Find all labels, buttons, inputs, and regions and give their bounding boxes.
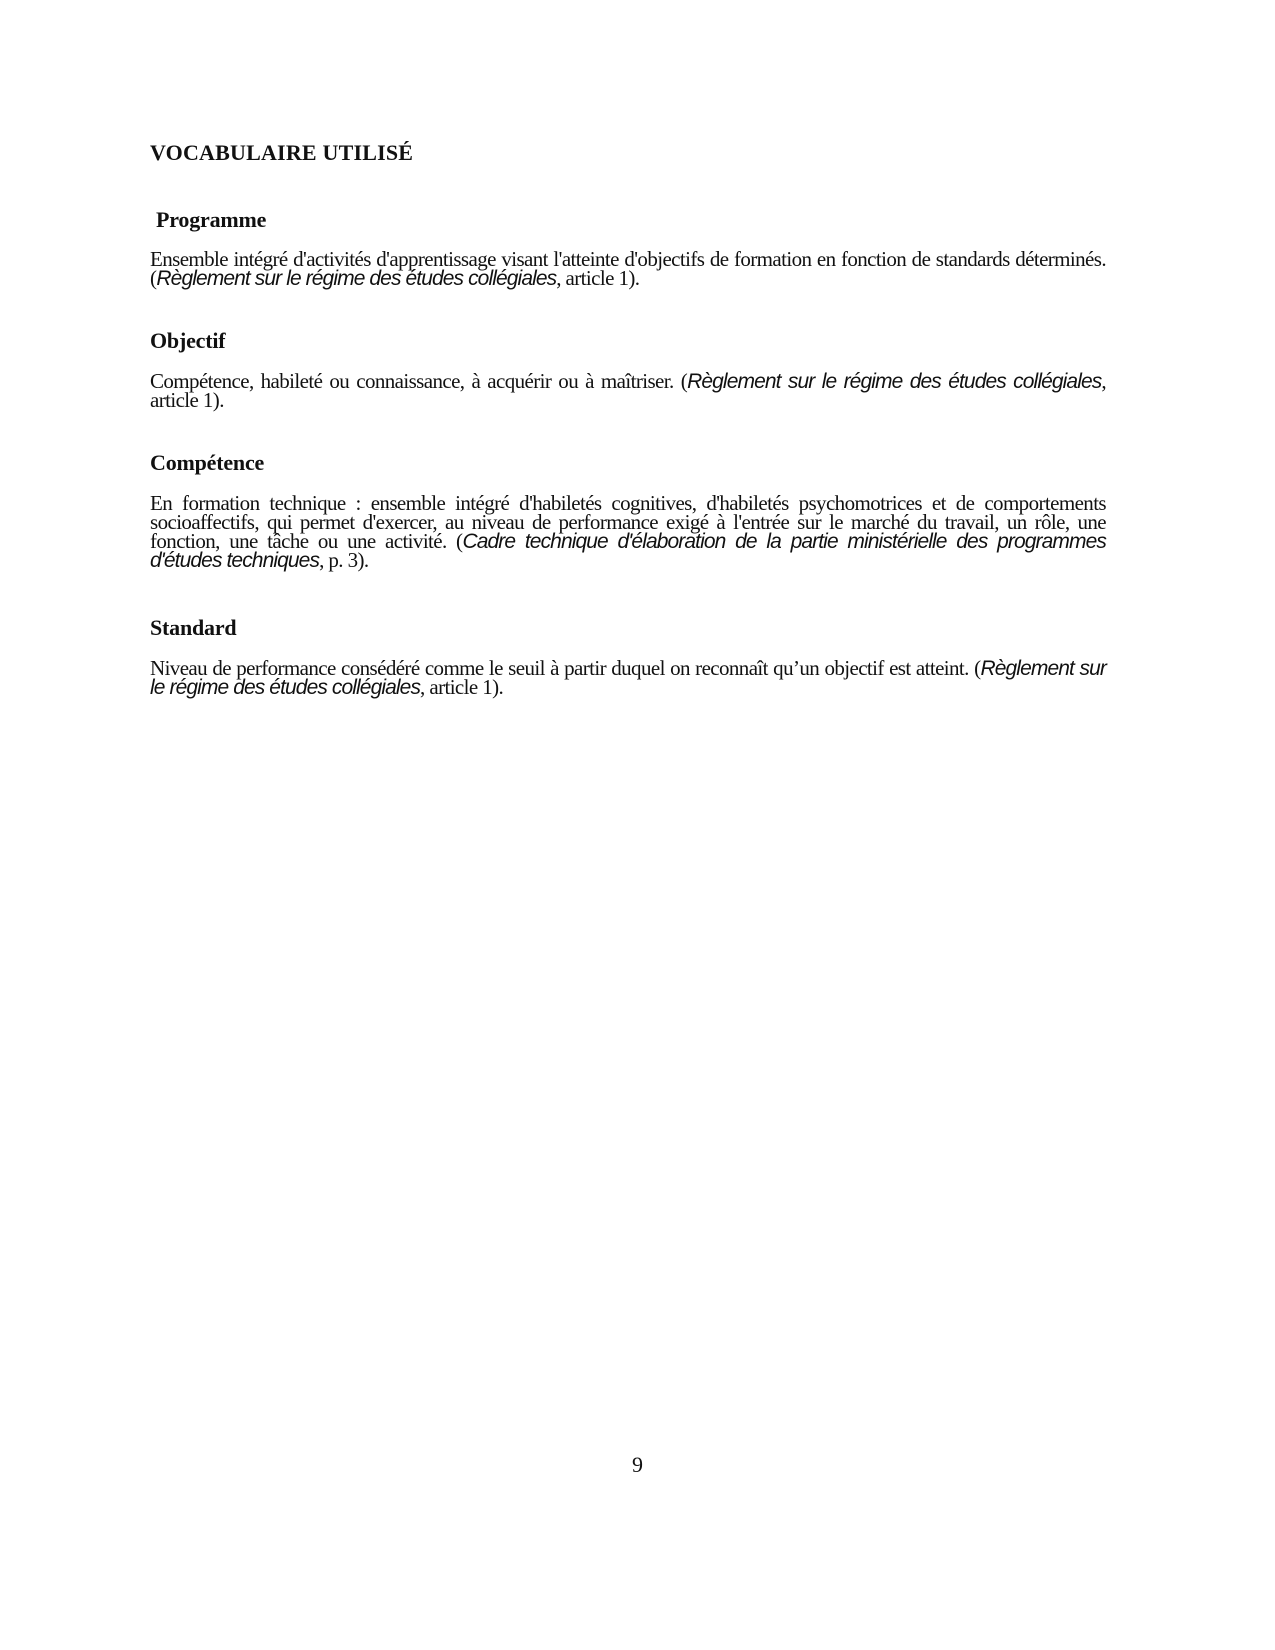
definition-text: Niveau de performance consédéré comme le seuil à partir duquel on reconnaît qu’un objectif est atteint. (: [150, 656, 981, 680]
term-standard: Standard: [150, 615, 237, 640]
term-programme: Programme: [156, 207, 267, 232]
definition-tail: , article 1).: [150, 369, 1106, 412]
definition-objectif: [150, 369, 1106, 412]
term-objectif: Objectif: [150, 328, 226, 353]
definition-programme: [150, 247, 1106, 290]
definition-competence: [150, 491, 1106, 572]
page-number: 9: [632, 1452, 643, 1477]
definition-reference: Cadre technique d'élaboration de la partie ministérielle des programmes d'études techniques: [150, 530, 1106, 572]
definition-tail: , p. 3).: [319, 548, 369, 572]
definition-text: Ensemble intégré d'activités d'apprentissage visant l'atteinte d'objectifs de formation en fonction de standards déterminés. (: [150, 247, 1106, 290]
definition-reference: Règlement sur le régime des études collégiales: [156, 267, 557, 290]
definition-text: Compétence, habileté ou connaissance, à acquérir ou à maîtriser. (: [150, 369, 688, 393]
definition-text: En formation technique : ensemble intégré d'habiletés cognitives, d'habiletés psychomotrices et de comportements socioaffectifs, qui permet d'exercer, au niveau de performance exigé à l'entrée sur le marché du travail, un rôle, une fonction, une tâche ou une activité. (: [150, 491, 1106, 553]
definition-reference: Règlement sur le régime des études collégiales: [687, 370, 1102, 393]
term-competence: Compétence: [150, 450, 265, 475]
definition-standard: [150, 656, 1106, 699]
definition-tail: , article 1).: [556, 266, 640, 290]
definition-reference: Règlement sur le régime des études collégiales: [150, 657, 1106, 699]
definition-tail: , article 1).: [420, 675, 504, 699]
page-heading: VOCABULAIRE UTILISÉ: [150, 140, 414, 165]
